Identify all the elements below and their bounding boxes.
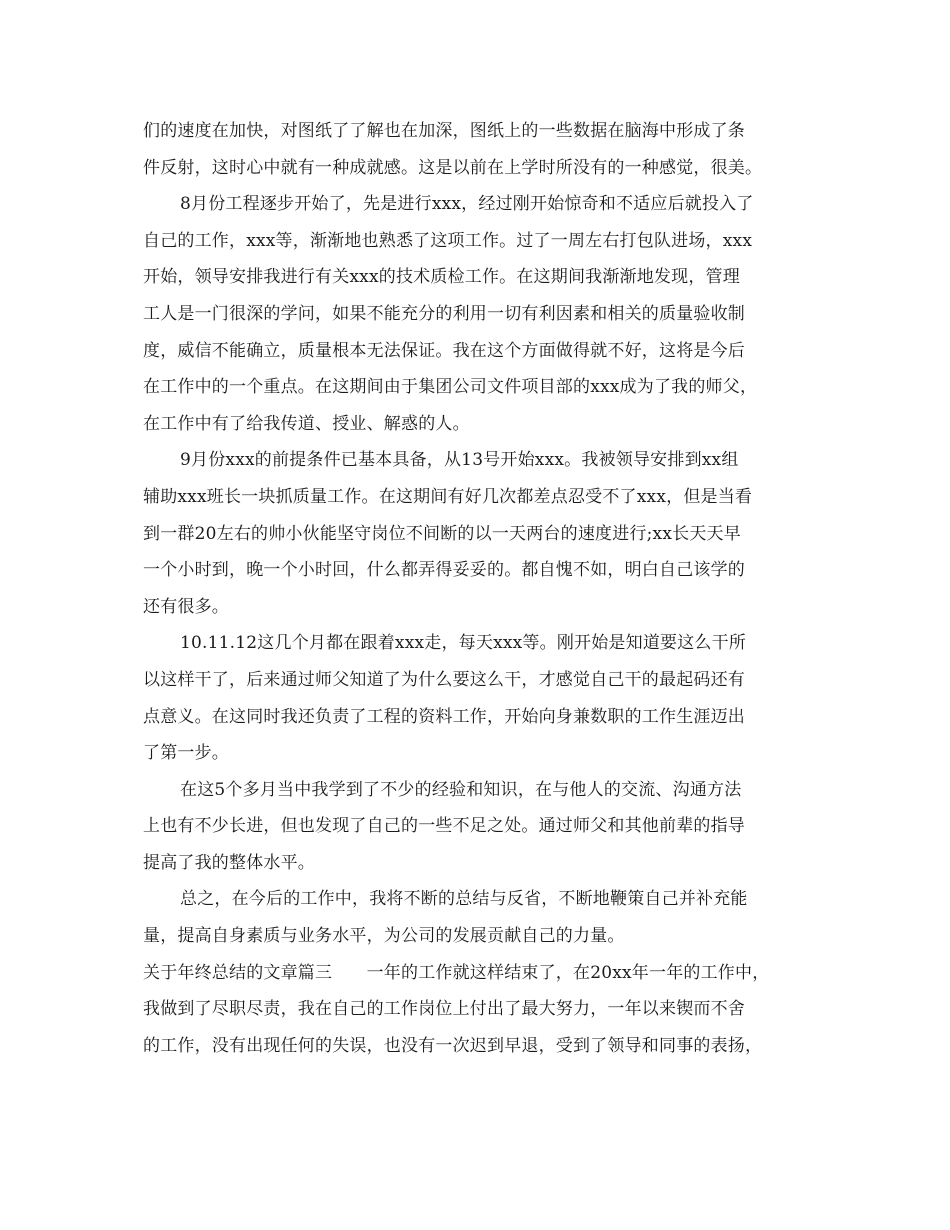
text-line: 的工作，没有出现任何的失误，也没有一次迟到早退，受到了领导和同事的表扬， (143, 1035, 763, 1056)
text-line: 了第一步。 (143, 743, 229, 764)
text-line: 点意义。在这同时我还负责了工程的资料工作，开始向身兼数职的工作生涯迈出 (143, 706, 745, 727)
text-line: 工人是一门很深的学问，如果不能充分的利用一切有利因素和相关的质量验收制 (143, 303, 745, 324)
text-line: 开始，领导安排我进行有关xxx的技术质检工作。在这期间我渐渐地发现，管理 (143, 267, 740, 288)
text-line: 辅助xxx班长一块抓质量工作。在这期间有好几次都差点忍受不了xxx，但是当看 (143, 486, 753, 507)
text-line: 件反射，这时心中就有一种成就感。这是以前在上学时所没有的一种感觉，很美。 (143, 157, 763, 178)
text-line: 到一群20左右的帅小伙能坚守岗位不间断的以一天两台的速度进行;xx长天天早 (143, 523, 741, 544)
paragraph-start-line: 10.11.12这几个月都在跟着xxx走，每天xxx等。刚开始是知道要这么干所 (180, 633, 747, 654)
paragraph-start-line: 8月份工程逐步开始了，先是进行xxx，经过刚开始惊奇和不适应后就投入了 (180, 194, 754, 215)
text-line: 们的速度在加快，对图纸了了解也在加深，图纸上的一些数据在脑海中形成了条 (143, 121, 745, 141)
text-line: 以这样干了，后来通过师父知道了为什么要这么干，才感觉自己干的最起码还有 (143, 669, 745, 690)
text-line: 量，提高自身素质与业务水平，为公司的发展贡献自己的力量。 (143, 926, 625, 947)
document-body (143, 113, 813, 1064)
paragraph-start-line: 总之，在今后的工作中，我将不断的总结与反省，不断地鞭策自己并补充能 (180, 889, 748, 910)
text-line: 在工作中有了给我传道、授业、解惑的人。 (143, 413, 470, 434)
text-line: 提高了我的整体水平。 (143, 852, 315, 873)
text-line: 还有很多。 (143, 596, 229, 617)
text-line: 我做到了尽职尽责，我在自己的工作岗位上付出了最大努力，一年以来锲而不舍 (143, 999, 745, 1020)
section-heading-line: 关于年终总结的文章篇三 一年的工作就这样结束了，在20xx年一年的工作中， (143, 962, 770, 983)
text-line: 自己的工作，xxx等，渐渐地也熟悉了这项工作。过了一周左右打包队进场，xxx (143, 230, 753, 251)
text-line: 一个小时到，晚一个小时回，什么都弄得妥妥的。都自愧不如，明白自己该学的 (143, 560, 745, 581)
paragraph-start-line: 在这5个多月当中我学到了不少的经验和知识，在与他人的交流、沟通方法 (180, 779, 742, 800)
text-line: 上也有不少长进，但也发现了自己的一些不足之处。通过师父和其他前辈的指导 (143, 816, 745, 837)
paragraph-start-line: 9月份xxx的前提条件已基本具备，从13号开始xxx。我被领导安排到xx组 (180, 450, 739, 471)
text-line: 度，威信不能确立，质量根本无法保证。我在这个方面做得就不好，这将是今后 (143, 340, 745, 361)
text-line: 在工作中的一个重点。在这期间由于集团公司文件项目部的xxx成为了我的师父， (143, 377, 758, 398)
